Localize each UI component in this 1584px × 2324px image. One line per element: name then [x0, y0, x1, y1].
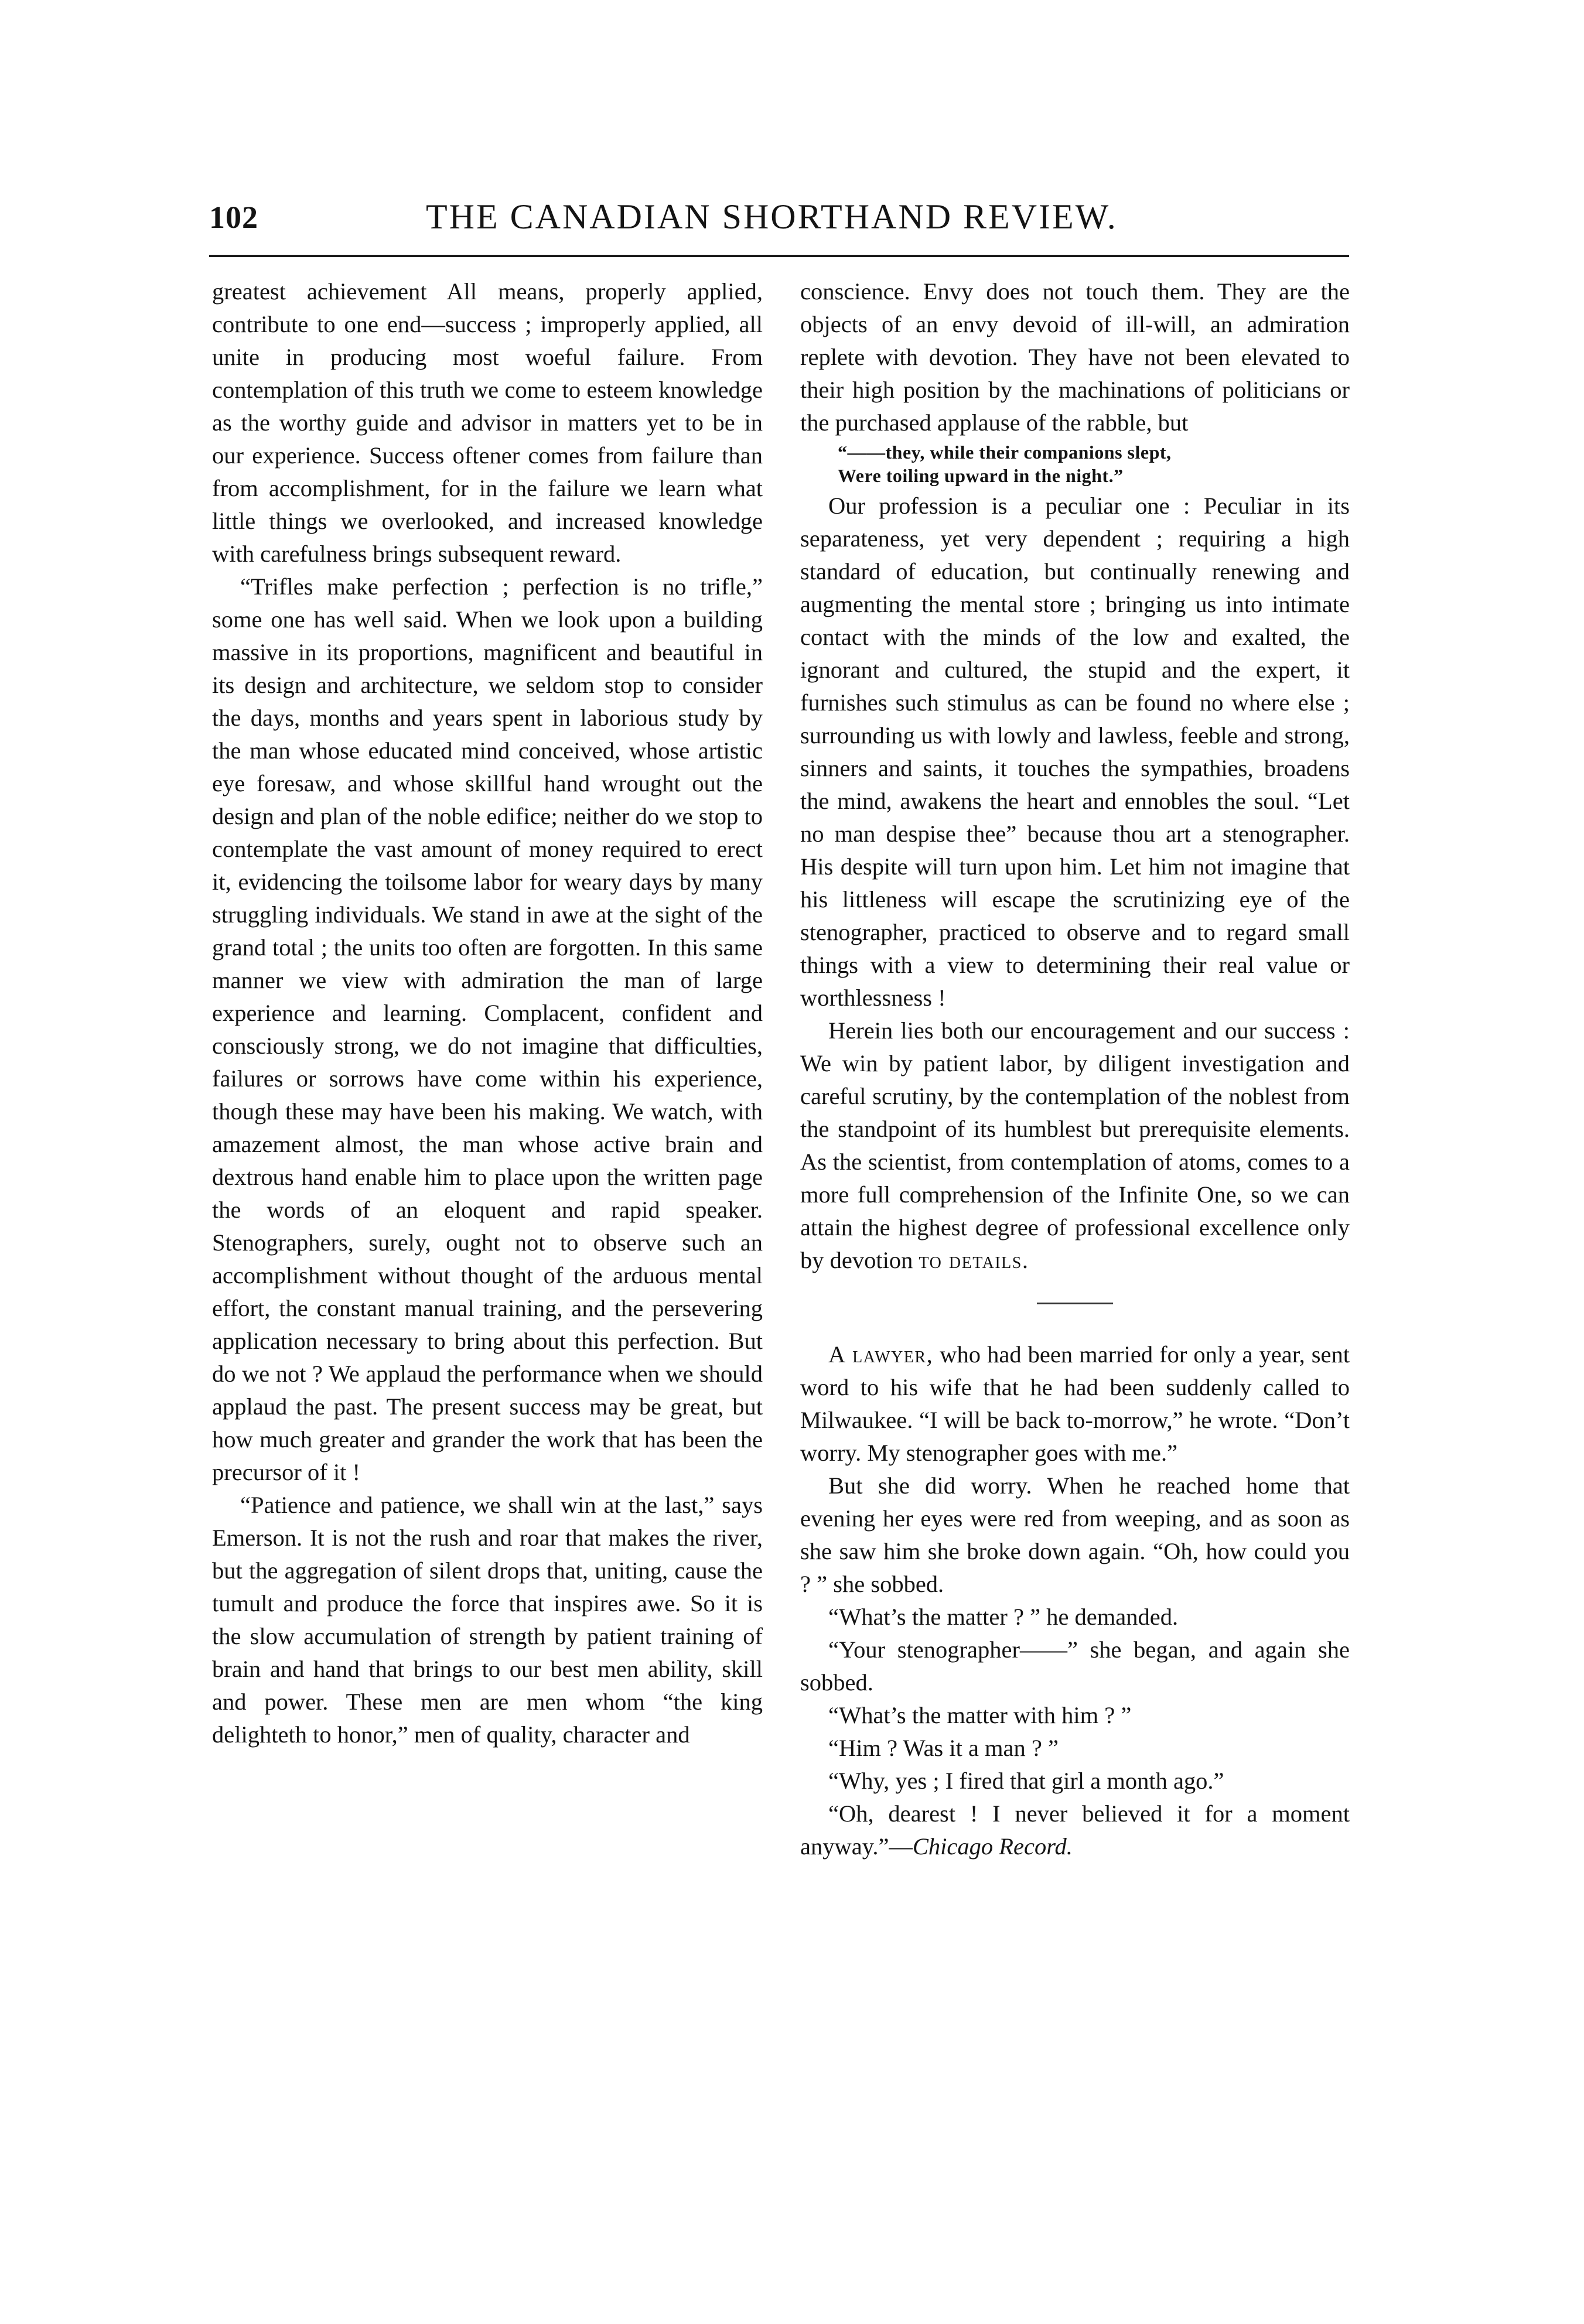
right-paragraph-3-end: to details.	[919, 1247, 1029, 1273]
verse-line-1: “——they, while their companions slept,	[838, 442, 1172, 463]
verse-quote	[838, 440, 1350, 487]
left-paragraph-2: “Trifles make perfection ; perfection is no trifle,” some one has well said. When we look upon a building massive in its proportions, magnificent and beautiful in its design and architecture, we seldom stop to consider the days, months and years spent in laborious study by the man whose educated mind conceived, whose artistic eye foresaw, and whose skillful hand wrought out the design and plan of the noble edifice; neither do we stop to contemplate the vast amount of money required to erect it, evidencing the toilsome labor for weary days by many struggling individuals. We stand in awe at the sight of the grand total ; the units too often are forgotten. In this same manner we view with admiration the man of large experience and learning. Complacent, confident and consciously strong, we do not imagine that difficulties, failures or sorrows have come within his experience, though these may have been his making. We watch, with amazement almost, the man whose active brain and dextrous hand enable him to place upon the written page the words of an eloquent and rapid speaker. Stenographers, surely, ought not to observe such an accomplishment without thought of the arduous mental effort, the constant manual training, and the persevering application necessary to bring about this perfection. But do we not ? We applaud the performance when we should applaud the past. The present success may be great, but how much greater and grander the work that has been the precursor of it !	[212, 573, 763, 1485]
anecdote-paragraph-3: “What’s the matter ? ” he demanded.	[828, 1604, 1179, 1630]
anecdote-text-8: “Oh, dearest ! I never believed it for a moment anyway.”—	[800, 1800, 1350, 1860]
left-column	[212, 275, 763, 1751]
anecdote-paragraph-6: “Him ? Was it a man ? ”	[828, 1735, 1059, 1761]
section-divider	[1037, 1303, 1113, 1304]
anecdote-paragraph-7: “Why, yes ; I fired that girl a month ago.”	[828, 1768, 1224, 1794]
anecdote-paragraph-2: But she did worry. When he reached home that evening her eyes were red from weeping, and as soon as she saw him she broke down again. “Oh, how could you ? ” she sobbed.	[800, 1472, 1350, 1597]
anecdote-source: Chicago Record.	[912, 1833, 1073, 1860]
right-paragraph-2: Our profession is a peculiar one : Peculiar in its separateness, yet very dependent ; requiring a high standard of education, but continually renewing and augmenting the mental store ; bringing us into intimate contact with the minds of the low and exalted, the ignorant and cultured, the stupid and the expert, it furnishes such stimulus as can be found no where else ; surrounding us with lowly and lawless, feeble and strong, sinners and saints, it touches the sympathies, broadens the mind, awakens the heart and ennobles the soul. “Let no man despise thee” because thou art a stenographer. His despite will turn upon him. Let him not imagine that his littleness will escape the scrutinizing eye of the stenographer, practiced to observe and to regard small things with a view to determining their real value or worthlessness !	[800, 493, 1350, 1011]
page-header	[209, 193, 1349, 240]
header-rule	[209, 255, 1349, 257]
right-paragraph-1: conscience. Envy does not touch them. They are the objects of an envy devoid of ill-will, an admiration replete with devotion. They have not been elevated to their high position by the machinations of politicians or the purchased applause of the rabble, but	[800, 278, 1350, 436]
anecdote-paragraph-1	[800, 1338, 1350, 1469]
page-number: 102	[209, 200, 258, 235]
anecdote-paragraph-4: “Your stenographer——” she began, and again she sobbed.	[800, 1636, 1350, 1696]
anecdote-text-1: who had been married for only a year, sent word to his wife that he had been suddenly called to Milwaukee. “I will be back to-morrow,” he wrote. “Don’t worry. My stenographer goes with me.”	[800, 1341, 1350, 1466]
right-paragraph-3	[800, 1014, 1350, 1277]
right-column	[800, 275, 1350, 1863]
left-paragraph-3: “Patience and patience, we shall win at the last,” says Emerson. It is not the rush and roar that makes the river, but the aggregation of silent drops that, uniting, cause the tumult and produce the force that inspires awe. So it is the slow accumulation of strength by patient training of brain and hand that brings to our best men ability, skill and power. These men are men whom “the king delighteth to honor,” men of quality, character and	[212, 1492, 763, 1748]
right-paragraph-3-text: Herein lies both our encouragement and our success : We win by patient labor, by diligent investigation and careful scrutiny, by the contemplation of the noblest from the standpoint of its humblest but prerequisite elements. As the scientist, from contemplation of atoms, comes to a more full comprehension of the Infinite One, so we can attain the highest degree of professional excellence only by devotion	[800, 1017, 1350, 1273]
anecdote-lead: A lawyer,	[828, 1341, 934, 1368]
anecdote-paragraph-8	[800, 1797, 1350, 1863]
journal-title: THE CANADIAN SHORTHAND REVIEW.	[426, 197, 1118, 236]
anecdote-paragraph-5: “What’s the matter with him ? ”	[828, 1702, 1132, 1728]
left-paragraph-1: greatest achievement All means, properly applied, contribute to one end—success ; improperly applied, all unite in producing most woeful failure. From contemplation of this truth we come to esteem knowledge as the worthy guide and advisor in matters yet to be in our experience. Success oftener comes from failure than from accomplishment, for in the failure we learn what little things we overlooked, and increased knowledge with carefulness brings subsequent reward.	[212, 278, 763, 567]
verse-line-2: Were toiling upward in the night.”	[838, 465, 1124, 486]
